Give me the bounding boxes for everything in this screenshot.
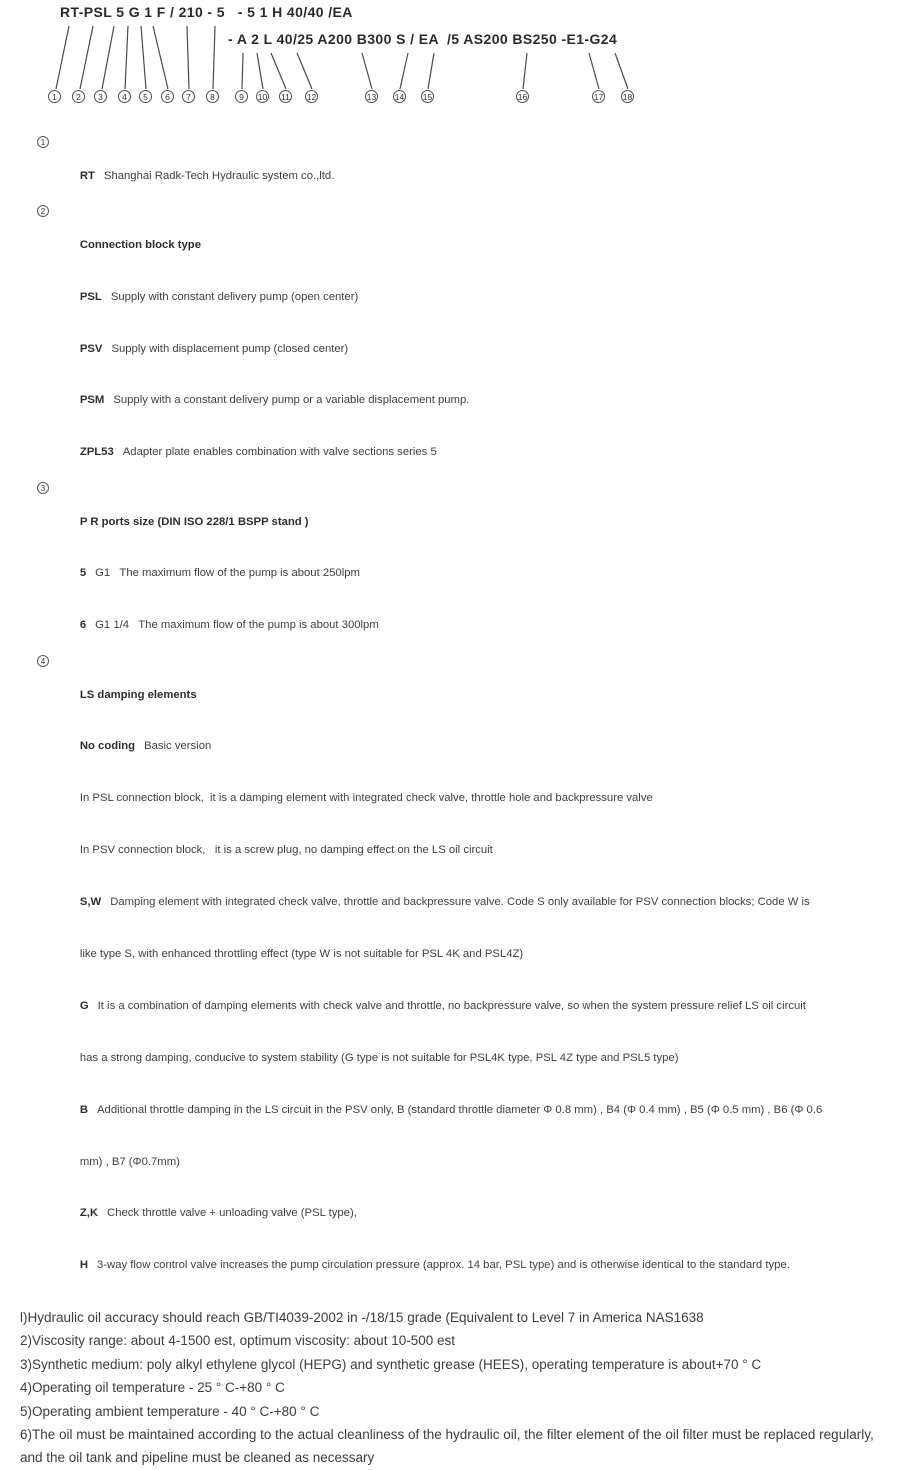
legend-row [0, 1084, 899, 1136]
legend-text: In PSL connection block, it is a damping element with integrated check valve, throttle hole and backpressure valve [79, 792, 653, 805]
legend-text: Adapter plate enables combination with valve sections series 5 [122, 446, 437, 459]
legend-marker: 3 [37, 482, 49, 494]
legend-row [0, 479, 899, 548]
legend-term: 6 [79, 619, 87, 632]
legend-text: Supply with displacement pump (closed center) [111, 342, 349, 355]
legend-term: ZPL53 [79, 446, 114, 459]
legend-term: 5 [79, 567, 87, 580]
legend-row [0, 600, 899, 652]
legend-row [0, 1240, 899, 1292]
callout-11: 11 [279, 90, 292, 103]
legend-text: Basic version [144, 740, 212, 753]
legend-text: 3-way flow control valve increases the pump circulation pressure (approx. 14 bar, PSL type) and is otherwise identical to the standard type. [97, 1259, 790, 1272]
legend-text: G1 1/4 The maximum flow of the pump is about 300lpm [95, 619, 379, 632]
oil-notes [20, 1306, 878, 1470]
legend-text: It is a combination of damping elements with check valve and throttle, no backpressure valve, so when the system pressure relief LS oil circuit [97, 999, 806, 1012]
callout-13: 13 [366, 92, 377, 102]
callout-2: 2 [72, 90, 85, 103]
legend-row [0, 375, 899, 427]
leader-lines [0, 0, 899, 110]
note-line: 4)Operating oil temperature - 25 ° C-+80 ° C [20, 1380, 285, 1396]
callout-14: 14 [394, 92, 405, 102]
legend-row [0, 825, 899, 877]
legend-term: H [79, 1259, 89, 1272]
model-code-line-2: - A 2 L 40/25 A200 B300 S / EA /5 AS200 BS250 -E1-G24 [228, 31, 618, 47]
legend-row [0, 1188, 899, 1240]
legend-marker: 1 [37, 136, 49, 148]
legend-row [0, 721, 899, 773]
callout-3: 3 [94, 90, 107, 103]
callout-8: 8 [206, 90, 219, 103]
legend-row [0, 652, 899, 721]
note-line: 5)Operating ambient temperature - 40 ° C-+80 ° C [20, 1403, 320, 1419]
legend-row [0, 202, 899, 271]
model-code-line-1: RT-PSL 5 G 1 F / 210 - 5 - 5 1 H 40/40 /EA [60, 4, 353, 20]
legend-row [0, 323, 899, 375]
legend-text: Supply with constant delivery pump (open center) [110, 290, 359, 303]
legend-term: LS damping elements [79, 688, 197, 701]
note-line: 6)The oil must be maintained according to the actual cleanliness of the hydraulic oil, the filter element of the oil filter must be replaced regularly, and the oil tank and pipeline must be cleaned as necessary [20, 1426, 874, 1466]
legend-term: B [79, 1103, 89, 1116]
legend-term: Connection block type [79, 238, 201, 251]
legend-row [0, 548, 899, 600]
legend-row [0, 1136, 899, 1188]
legend-text: G1 The maximum flow of the pump is about 250lpm [95, 567, 360, 580]
legend-term: RT [79, 169, 95, 182]
legend-text: has a strong damping, conducive to system stability (G type is not suitable for PSL4K type, PSL 4Z type and PSL5 type) [79, 1051, 679, 1064]
legend-term: P R ports size (DIN ISO 228/1 BSPP stand ) [79, 515, 309, 528]
legend-text: like type S, with enhanced throttling effect (type W is not suitable for PSL 4K and PSL4Z) [79, 947, 524, 960]
callout-5: 5 [139, 90, 152, 103]
callout-9: 9 [235, 90, 248, 103]
callout-1: 1 [48, 90, 61, 103]
legend-row [0, 427, 899, 479]
note-line: 2)Viscosity range: about 4-1500 est, optimum viscosity: about 10-500 est [20, 1333, 455, 1349]
callout-17: 17 [593, 92, 604, 102]
legend-term: PSV [79, 342, 103, 355]
callout-6: 6 [161, 90, 174, 103]
legend-term: S,W [79, 896, 102, 909]
callout-16: 16 [517, 92, 528, 102]
legend-term: PSL [79, 290, 102, 303]
model-code-diagram [0, 0, 899, 110]
legend-term: No coding [79, 740, 136, 753]
legend-marker: 2 [37, 205, 49, 217]
callout-4: 4 [118, 90, 131, 103]
callout-15: 15 [422, 92, 433, 102]
legend-text: Check throttle valve + unloading valve (PSL type), [107, 1207, 357, 1220]
legend-text: Shanghai Radk-Tech Hydraulic system co.,ltd. [103, 169, 335, 182]
note-line: l)Hydraulic oil accuracy should reach GB/TI4039-2002 in -/18/15 grade (Equivalent to Level 7 in America NAS1638 [20, 1309, 704, 1325]
callout-18: 18 [622, 92, 633, 102]
legend-text: Additional throttle damping in the LS circuit in the PSV only, B (standard throttle diameter Φ 0.8 mm) , B4 (Φ 0.4 mm) , B5 (Φ 0.5 mm) , B6 (Φ 0.6 [97, 1103, 823, 1116]
legend-row [0, 877, 899, 929]
callout-12: 12 [306, 92, 317, 102]
legend-row [0, 773, 899, 825]
legend-text: Supply with a constant delivery pump or a variable displacement pump. [113, 394, 470, 407]
legend-term: G [79, 999, 89, 1012]
legend-row [0, 133, 899, 202]
legend-term: PSM [79, 394, 105, 407]
legend-text: Damping element with integrated check valve, throttle and backpressure valve. Code S only available for PSV connection blocks; Code W is [110, 896, 810, 909]
legend-row [0, 981, 899, 1033]
callout-10: 10 [257, 92, 268, 102]
legend-text: In PSV connection block, it is a screw plug, no damping effect on the LS oil circuit [79, 844, 493, 857]
note-line: 3)Synthetic medium: poly alkyl ethylene glycol (HEPG) and synthetic grease (HEES), operating temperature is about+70 ° C [20, 1356, 762, 1372]
legend-row [0, 271, 899, 323]
legend-term: Z,K [79, 1207, 99, 1220]
code-legend [0, 133, 899, 1292]
legend-row [0, 1032, 899, 1084]
legend-text: mm) , B7 (Φ0.7mm) [79, 1155, 180, 1168]
legend-row [0, 929, 899, 981]
legend-marker: 4 [37, 655, 49, 667]
callout-7: 7 [182, 90, 195, 103]
